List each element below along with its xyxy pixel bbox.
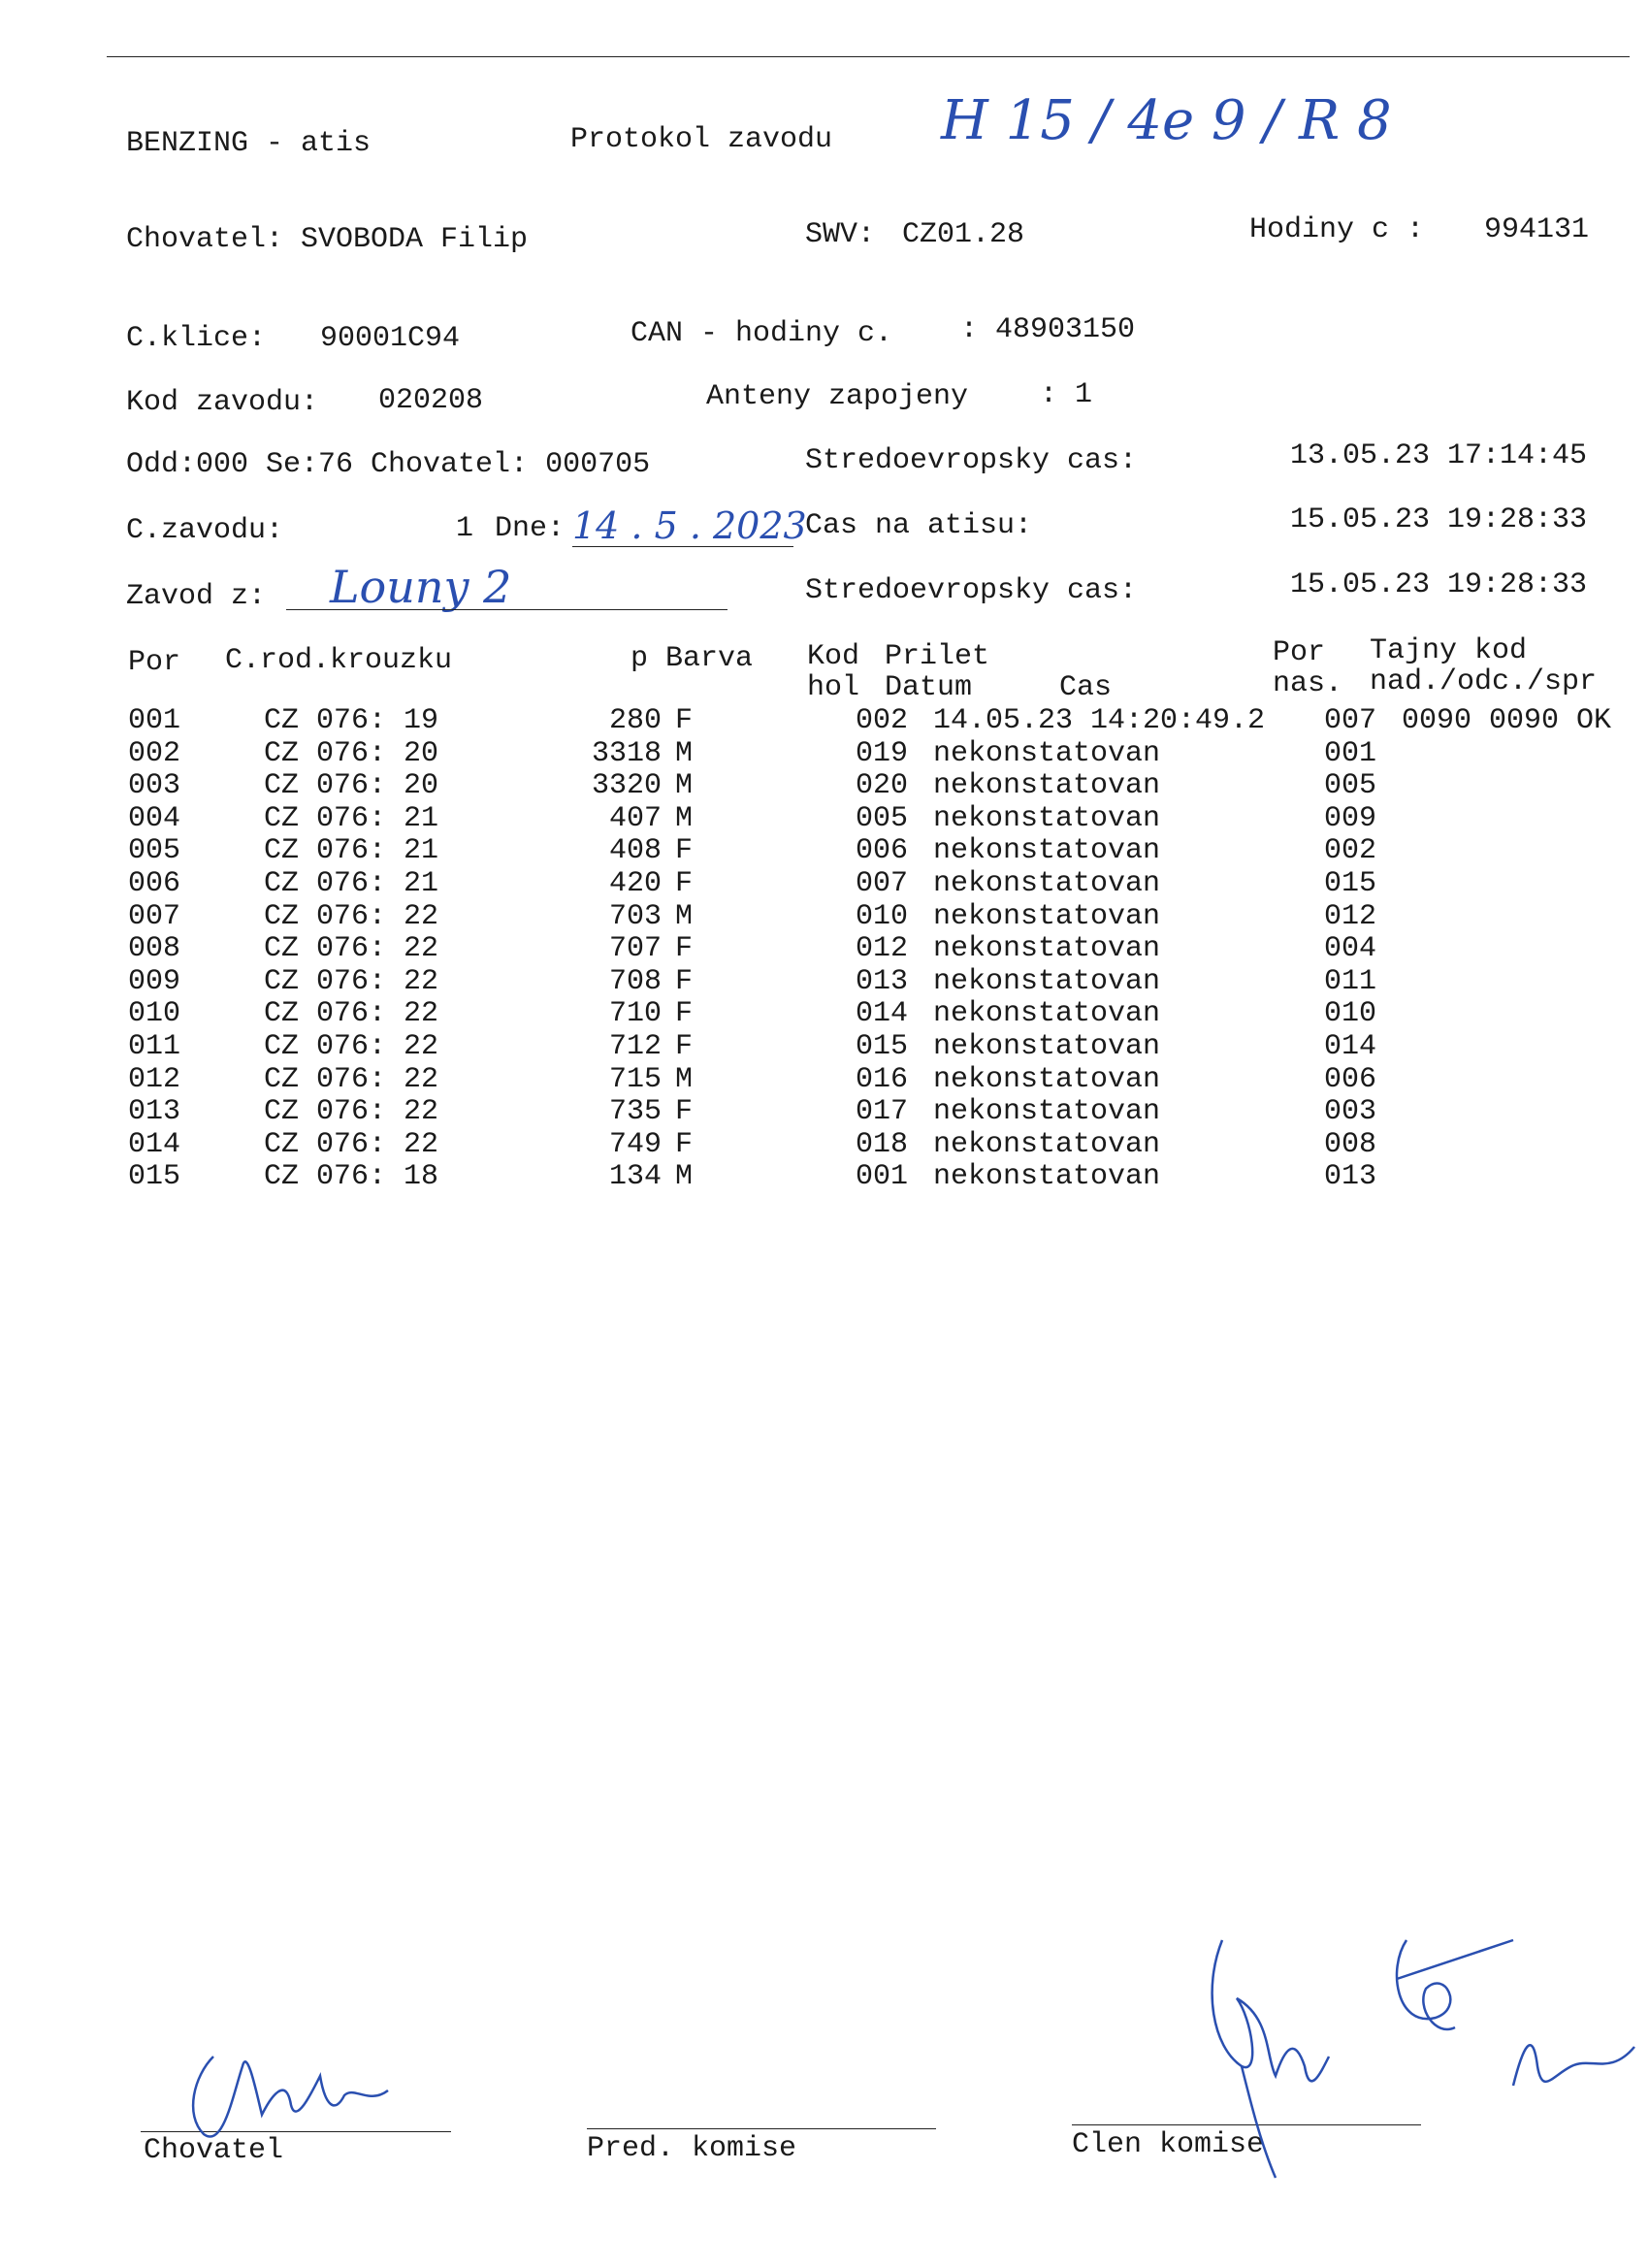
- nas-cell: 013: [1324, 1160, 1377, 1194]
- table-row: [128, 998, 1611, 1031]
- arrival-cell: nekonstatovan: [933, 899, 1161, 933]
- sex-cell: F: [675, 1029, 694, 1063]
- table-row: [128, 770, 1611, 803]
- ring-cell: CZ 076: 21: [264, 866, 439, 900]
- nas-cell: 004: [1324, 932, 1377, 966]
- por-cell: 006: [128, 866, 181, 900]
- header-cas: Cas: [1059, 671, 1113, 704]
- por-cell: 004: [128, 801, 181, 835]
- cet1-value: 13.05.23 17:14:45: [1290, 439, 1588, 472]
- kod-cell: 006: [856, 834, 909, 868]
- sig3-label: Clen komise: [1072, 2128, 1265, 2161]
- ring-cell: CZ 076: 22: [264, 1029, 439, 1063]
- header-p-barva: p Barva: [630, 642, 754, 675]
- race-no-label: C.zavodu:: [126, 514, 284, 547]
- arrival-cell: nekonstatovan: [933, 736, 1161, 770]
- table-row: [128, 1031, 1611, 1064]
- sex-cell: F: [675, 834, 694, 868]
- section-line: Odd:000 Se:76 Chovatel: 000705: [126, 448, 651, 481]
- antennas-value: : 1: [1040, 378, 1093, 411]
- secret-code-cell: [1402, 835, 1611, 868]
- cet2-value: 15.05.23 19:28:33: [1290, 568, 1588, 601]
- por-cell: 012: [128, 1062, 181, 1096]
- ring-number-cell: 749: [608, 1127, 662, 1161]
- kod-cell: 007: [856, 866, 909, 900]
- nas-cell: 015: [1324, 866, 1377, 900]
- table-row: [128, 738, 1611, 771]
- sex-cell: F: [675, 997, 694, 1031]
- secret-code-cell: 0090 0090 OK: [1402, 704, 1612, 737]
- secret-code-cell: [1402, 1129, 1611, 1162]
- signature-member-2: [1377, 1930, 1639, 2144]
- kod-cell: 017: [856, 1095, 909, 1129]
- arrival-cell: 14.05.23 14:20:49.2: [933, 704, 1266, 737]
- secret-code-cell: [1402, 738, 1611, 771]
- secret-code-cell: [1402, 803, 1611, 836]
- secret-code-cell: [1402, 901, 1611, 934]
- secret-code-cell: [1402, 998, 1611, 1031]
- nas-cell: 014: [1324, 1029, 1377, 1063]
- kod-cell: 012: [856, 932, 909, 966]
- header-prilet: Prilet: [885, 640, 990, 673]
- ring-cell: CZ 076: 21: [264, 834, 439, 868]
- kod-cell: 013: [856, 964, 909, 998]
- kod-cell: 005: [856, 801, 909, 835]
- key-label: C.klice:: [126, 322, 267, 355]
- nas-cell: 003: [1324, 1095, 1377, 1129]
- arrival-cell: nekonstatovan: [933, 1127, 1161, 1161]
- header-datum: Datum: [885, 671, 973, 704]
- arrival-cell: nekonstatovan: [933, 1029, 1161, 1063]
- header-por: Por: [128, 646, 181, 679]
- signature-member-1: [1183, 1930, 1348, 2183]
- ring-number-cell: 420: [608, 866, 662, 900]
- por-cell: 001: [128, 704, 181, 737]
- table-row: [128, 933, 1611, 966]
- secret-code-cell: [1402, 1096, 1611, 1129]
- header-ring: C.rod.krouzku: [225, 644, 453, 677]
- secret-code-cell: [1402, 933, 1611, 966]
- date-underline: [572, 546, 793, 547]
- ring-number-cell: 134: [608, 1160, 662, 1194]
- kod-cell: 014: [856, 997, 909, 1031]
- kod-cell: 010: [856, 899, 909, 933]
- arrival-cell: nekonstatovan: [933, 801, 1161, 835]
- table-row: [128, 1096, 1611, 1129]
- sex-cell: M: [675, 1062, 694, 1096]
- kod-cell: 020: [856, 769, 909, 803]
- kod-cell: 015: [856, 1029, 909, 1063]
- table-row: [128, 868, 1611, 901]
- header-por2: Por: [1273, 636, 1326, 669]
- sig2-line: [587, 2128, 936, 2129]
- sex-cell: M: [675, 736, 694, 770]
- handwritten-note: H 15 / 4e 9 / R 8: [941, 89, 1392, 152]
- sig1-label: Chovatel: [144, 2134, 284, 2167]
- ring-cell: CZ 076: 22: [264, 899, 439, 933]
- ring-cell: CZ 076: 22: [264, 932, 439, 966]
- breeder-label: Chovatel:: [126, 223, 284, 256]
- ring-cell: CZ 076: 18: [264, 1160, 439, 1194]
- por-cell: 008: [128, 932, 181, 966]
- ring-cell: CZ 076: 22: [264, 1095, 439, 1129]
- por-cell: 005: [128, 834, 181, 868]
- header-tajny: Tajny kod: [1370, 634, 1528, 667]
- secret-code-cell: [1402, 1031, 1611, 1064]
- ring-number-cell: 715: [608, 1062, 662, 1096]
- sex-cell: F: [675, 1095, 694, 1129]
- ring-cell: CZ 076: 20: [264, 736, 439, 770]
- header-kod: Kod: [807, 640, 860, 673]
- kod-cell: 019: [856, 736, 909, 770]
- page-title: Protokol zavodu: [570, 123, 833, 156]
- arrival-cell: nekonstatovan: [933, 964, 1161, 998]
- nas-cell: 005: [1324, 769, 1377, 803]
- ring-number-cell: 735: [608, 1095, 662, 1129]
- race-code-value: 020208: [378, 384, 484, 417]
- top-rule: [107, 56, 1630, 57]
- ring-number-cell: 3318: [591, 736, 662, 770]
- por-cell: 011: [128, 1029, 181, 1063]
- header-hol: hol: [807, 671, 860, 704]
- race-no-value: 1: [456, 512, 474, 545]
- table-row: [128, 966, 1611, 999]
- atis-time-label: Cas na atisu:: [805, 509, 1033, 542]
- nas-cell: 010: [1324, 997, 1377, 1031]
- ring-cell: CZ 076: 21: [264, 801, 439, 835]
- table-row: [128, 803, 1611, 836]
- por-cell: 010: [128, 997, 181, 1031]
- sex-cell: M: [675, 769, 694, 803]
- table-row: [128, 1064, 1611, 1097]
- ring-number-cell: 280: [608, 704, 662, 737]
- table-row: [128, 901, 1611, 934]
- sex-cell: F: [675, 866, 694, 900]
- arrival-cell: nekonstatovan: [933, 1160, 1161, 1194]
- arrival-cell: nekonstatovan: [933, 1062, 1161, 1096]
- can-label: CAN - hodiny c.: [630, 317, 893, 350]
- brand: BENZING - atis: [126, 127, 372, 160]
- sex-cell: F: [675, 704, 694, 737]
- sex-cell: M: [675, 801, 694, 835]
- header-nad: nad./odc./spr: [1370, 665, 1598, 698]
- clock-label: Hodiny c :: [1249, 213, 1425, 246]
- ring-number-cell: 707: [608, 932, 662, 966]
- atis-time-value: 15.05.23 19:28:33: [1290, 503, 1588, 536]
- por-cell: 007: [128, 899, 181, 933]
- por-cell: 015: [128, 1160, 181, 1194]
- secret-code-cell: [1402, 1161, 1611, 1194]
- header-nas: nas.: [1273, 667, 1343, 700]
- arrival-cell: nekonstatovan: [933, 769, 1161, 803]
- cet1-label: Stredoevropsky cas:: [805, 444, 1138, 477]
- ring-number-cell: 407: [608, 801, 662, 835]
- race-from-label: Zavod z:: [126, 580, 267, 613]
- can-value: : 48903150: [960, 313, 1136, 346]
- por-cell: 013: [128, 1095, 181, 1129]
- antennas-label: Anteny zapojeny: [706, 380, 969, 413]
- nas-cell: 002: [1324, 834, 1377, 868]
- por-cell: 002: [128, 736, 181, 770]
- sex-cell: M: [675, 1160, 694, 1194]
- arrival-cell: nekonstatovan: [933, 997, 1161, 1031]
- kod-cell: 001: [856, 1160, 909, 1194]
- por-cell: 003: [128, 769, 181, 803]
- date-handwritten: 14 . 5 . 2023: [572, 504, 807, 547]
- ring-number-cell: 710: [608, 997, 662, 1031]
- kod-cell: 018: [856, 1127, 909, 1161]
- ring-cell: CZ 076: 22: [264, 1127, 439, 1161]
- ring-number-cell: 703: [608, 899, 662, 933]
- table-row: [128, 835, 1611, 868]
- sex-cell: F: [675, 1127, 694, 1161]
- sex-cell: F: [675, 964, 694, 998]
- table-row: [128, 1161, 1611, 1194]
- nas-cell: 012: [1324, 899, 1377, 933]
- cet2-label: Stredoevropsky cas:: [805, 574, 1138, 607]
- sex-cell: F: [675, 932, 694, 966]
- nas-cell: 006: [1324, 1062, 1377, 1096]
- nas-cell: 007: [1324, 704, 1377, 737]
- arrival-cell: nekonstatovan: [933, 932, 1161, 966]
- date-label: Dne:: [495, 512, 566, 545]
- secret-code-cell: [1402, 868, 1611, 901]
- nas-cell: 009: [1324, 801, 1377, 835]
- swv-value: CZ01.28: [902, 218, 1025, 251]
- nas-cell: 011: [1324, 964, 1377, 998]
- ring-number-cell: 708: [608, 964, 662, 998]
- por-cell: 014: [128, 1127, 181, 1161]
- key-value: 90001C94: [320, 322, 461, 355]
- swv-label: SWV:: [805, 218, 876, 251]
- ring-number-cell: 712: [608, 1029, 662, 1063]
- kod-cell: 016: [856, 1062, 909, 1096]
- nas-cell: 008: [1324, 1127, 1377, 1161]
- sex-cell: M: [675, 899, 694, 933]
- ring-cell: CZ 076: 22: [264, 1062, 439, 1096]
- table-row: [128, 705, 1611, 738]
- race-from-underline: [286, 609, 728, 610]
- race-code-label: Kod zavodu:: [126, 386, 319, 419]
- secret-code-cell: [1402, 1064, 1611, 1097]
- ring-cell: CZ 076: 22: [264, 997, 439, 1031]
- ring-cell: CZ 076: 22: [264, 964, 439, 998]
- ring-cell: CZ 076: 19: [264, 704, 439, 737]
- arrival-cell: nekonstatovan: [933, 834, 1161, 868]
- nas-cell: 001: [1324, 736, 1377, 770]
- breeder-name: SVOBODA Filip: [301, 223, 529, 256]
- ring-cell: CZ 076: 20: [264, 769, 439, 803]
- ring-number-cell: 408: [608, 834, 662, 868]
- race-from-handwritten: Louny 2: [330, 561, 512, 613]
- clock-value: 994131: [1484, 213, 1590, 246]
- ring-number-cell: 3320: [591, 769, 662, 803]
- results-table: [128, 705, 1611, 1194]
- table-row: [128, 1129, 1611, 1162]
- arrival-cell: nekonstatovan: [933, 1095, 1161, 1129]
- signature-breeder: [175, 2037, 407, 2163]
- arrival-cell: nekonstatovan: [933, 866, 1161, 900]
- secret-code-cell: [1402, 770, 1611, 803]
- kod-cell: 002: [856, 704, 909, 737]
- sig2-label: Pred. komise: [587, 2132, 797, 2165]
- por-cell: 009: [128, 964, 181, 998]
- secret-code-cell: [1402, 966, 1611, 999]
